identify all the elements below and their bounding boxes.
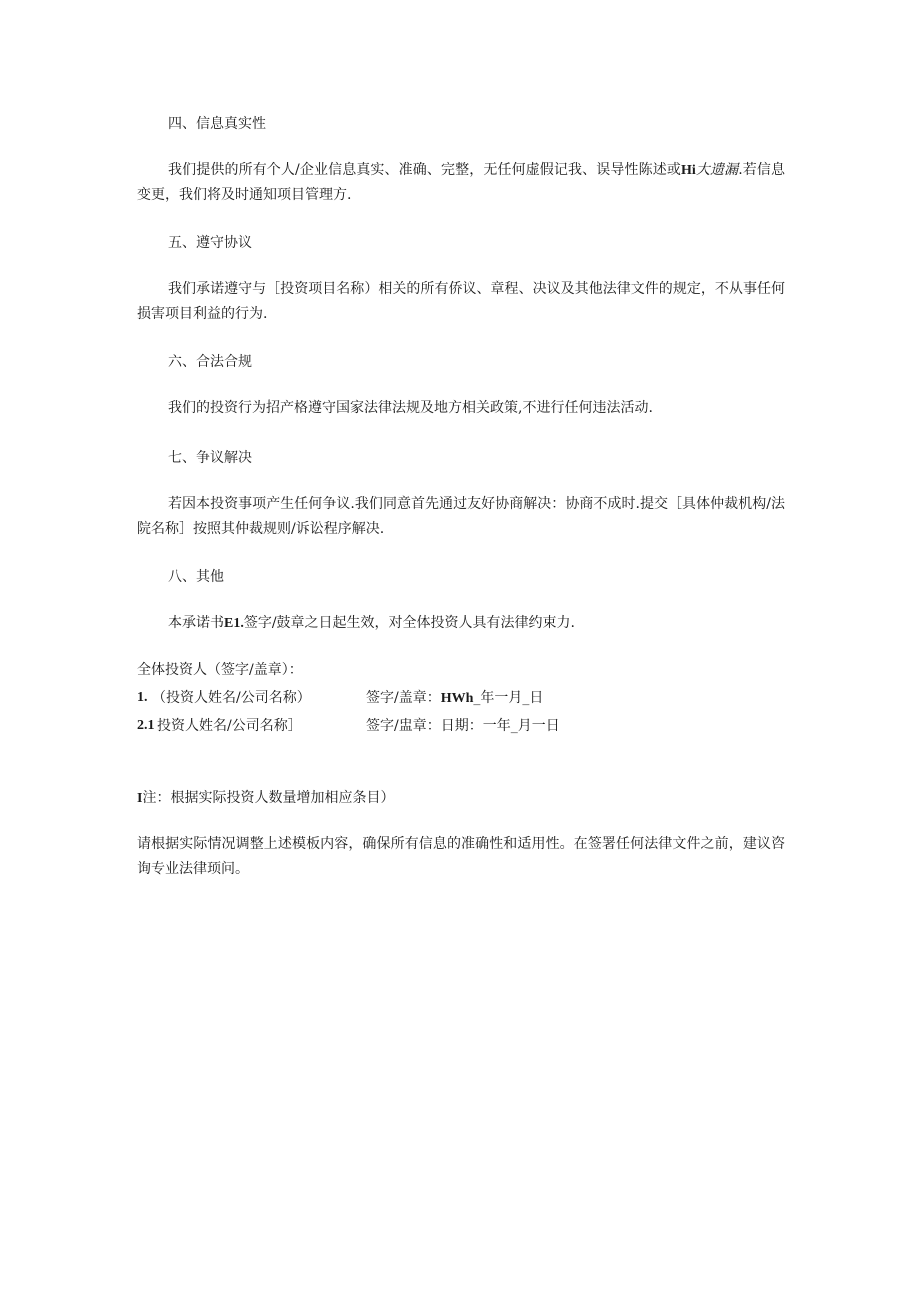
section-heading-4: 四、信息真实性 bbox=[168, 116, 266, 132]
signature-row-2-number: 2.1 bbox=[137, 718, 155, 733]
signature-row-1-sign-label: 签字/盖章： bbox=[366, 690, 441, 706]
section-heading-7: 七、争议解决 bbox=[168, 450, 252, 466]
section-body-8-bold: E1. bbox=[224, 616, 244, 631]
section-body-8-text: 本承诺书 bbox=[168, 615, 224, 631]
note bbox=[137, 788, 394, 809]
signature-row-2-sign-label: 签字/盅章： bbox=[366, 718, 441, 734]
signature-row-1-number: 1. bbox=[137, 690, 148, 705]
section-body-4-bold: Hi bbox=[680, 163, 696, 178]
section-body-8 bbox=[137, 611, 785, 636]
section-body-7: 若因本投资事项产生任何争议.我们同意首先通过友好协商解决：协商不成时.提交［具体仲裁机构/法院名称］按照其仲裁规则/诉讼程序解决. bbox=[137, 496, 785, 537]
signature-row-1-sign-mark: HWh bbox=[440, 691, 474, 706]
signature-row-2-name: 投资人姓名/公司名称］ bbox=[157, 718, 302, 734]
signatures-title: 全体投资人（签字/盖章）： bbox=[137, 662, 303, 678]
signature-row-1-name: （投资人姓名/公司名称） bbox=[152, 690, 311, 706]
section-heading-8: 八、其他 bbox=[168, 569, 224, 585]
section-body-8-tail: 签字/鼓章之日起生效，对全体投资人具有法律约束力. bbox=[243, 615, 576, 631]
signature-row-2-sign bbox=[366, 716, 560, 737]
section-body-5: 我们承诺遵守与［投资项目名称）相关的所有侨议、章程、决议及其他法律文件的规定，不从事任何损害项目利益的行为. bbox=[137, 281, 785, 322]
section-body-4 bbox=[137, 158, 785, 208]
signature-row-1-date: _年一月_日 bbox=[473, 690, 544, 706]
section-body-6: 我们的投资行为招产格遵守国家法律法规及地方相关政策,不进行任何违法活动. bbox=[168, 400, 653, 416]
note-prefix: I bbox=[137, 791, 143, 806]
section-body-4-text: 我们提供的所有个人/企业信息真实、准确、完整，无任何虚假记我、误导性陈述或 bbox=[168, 162, 681, 178]
closing-paragraph: 请根据实际情况调整上述模板内容，确保所有信息的准确性和适用性。在签署任何法律文件之前，建议咨询专业法律顼问。 bbox=[137, 836, 785, 877]
signature-row-2-date: 日期：一年_月一日 bbox=[440, 718, 560, 734]
signature-row-1-sign bbox=[366, 688, 543, 709]
section-body-4-italic: 大遗漏 bbox=[695, 162, 739, 178]
section-heading-5: 五、遵守协议 bbox=[168, 235, 252, 251]
section-heading-6: 六、合法合规 bbox=[168, 354, 252, 370]
section-body-4-tail: .若信息变更，我们将及时通知项目管理方. bbox=[137, 162, 786, 203]
note-text: 注：根据实际投资人数量增加相应条目） bbox=[142, 790, 395, 806]
